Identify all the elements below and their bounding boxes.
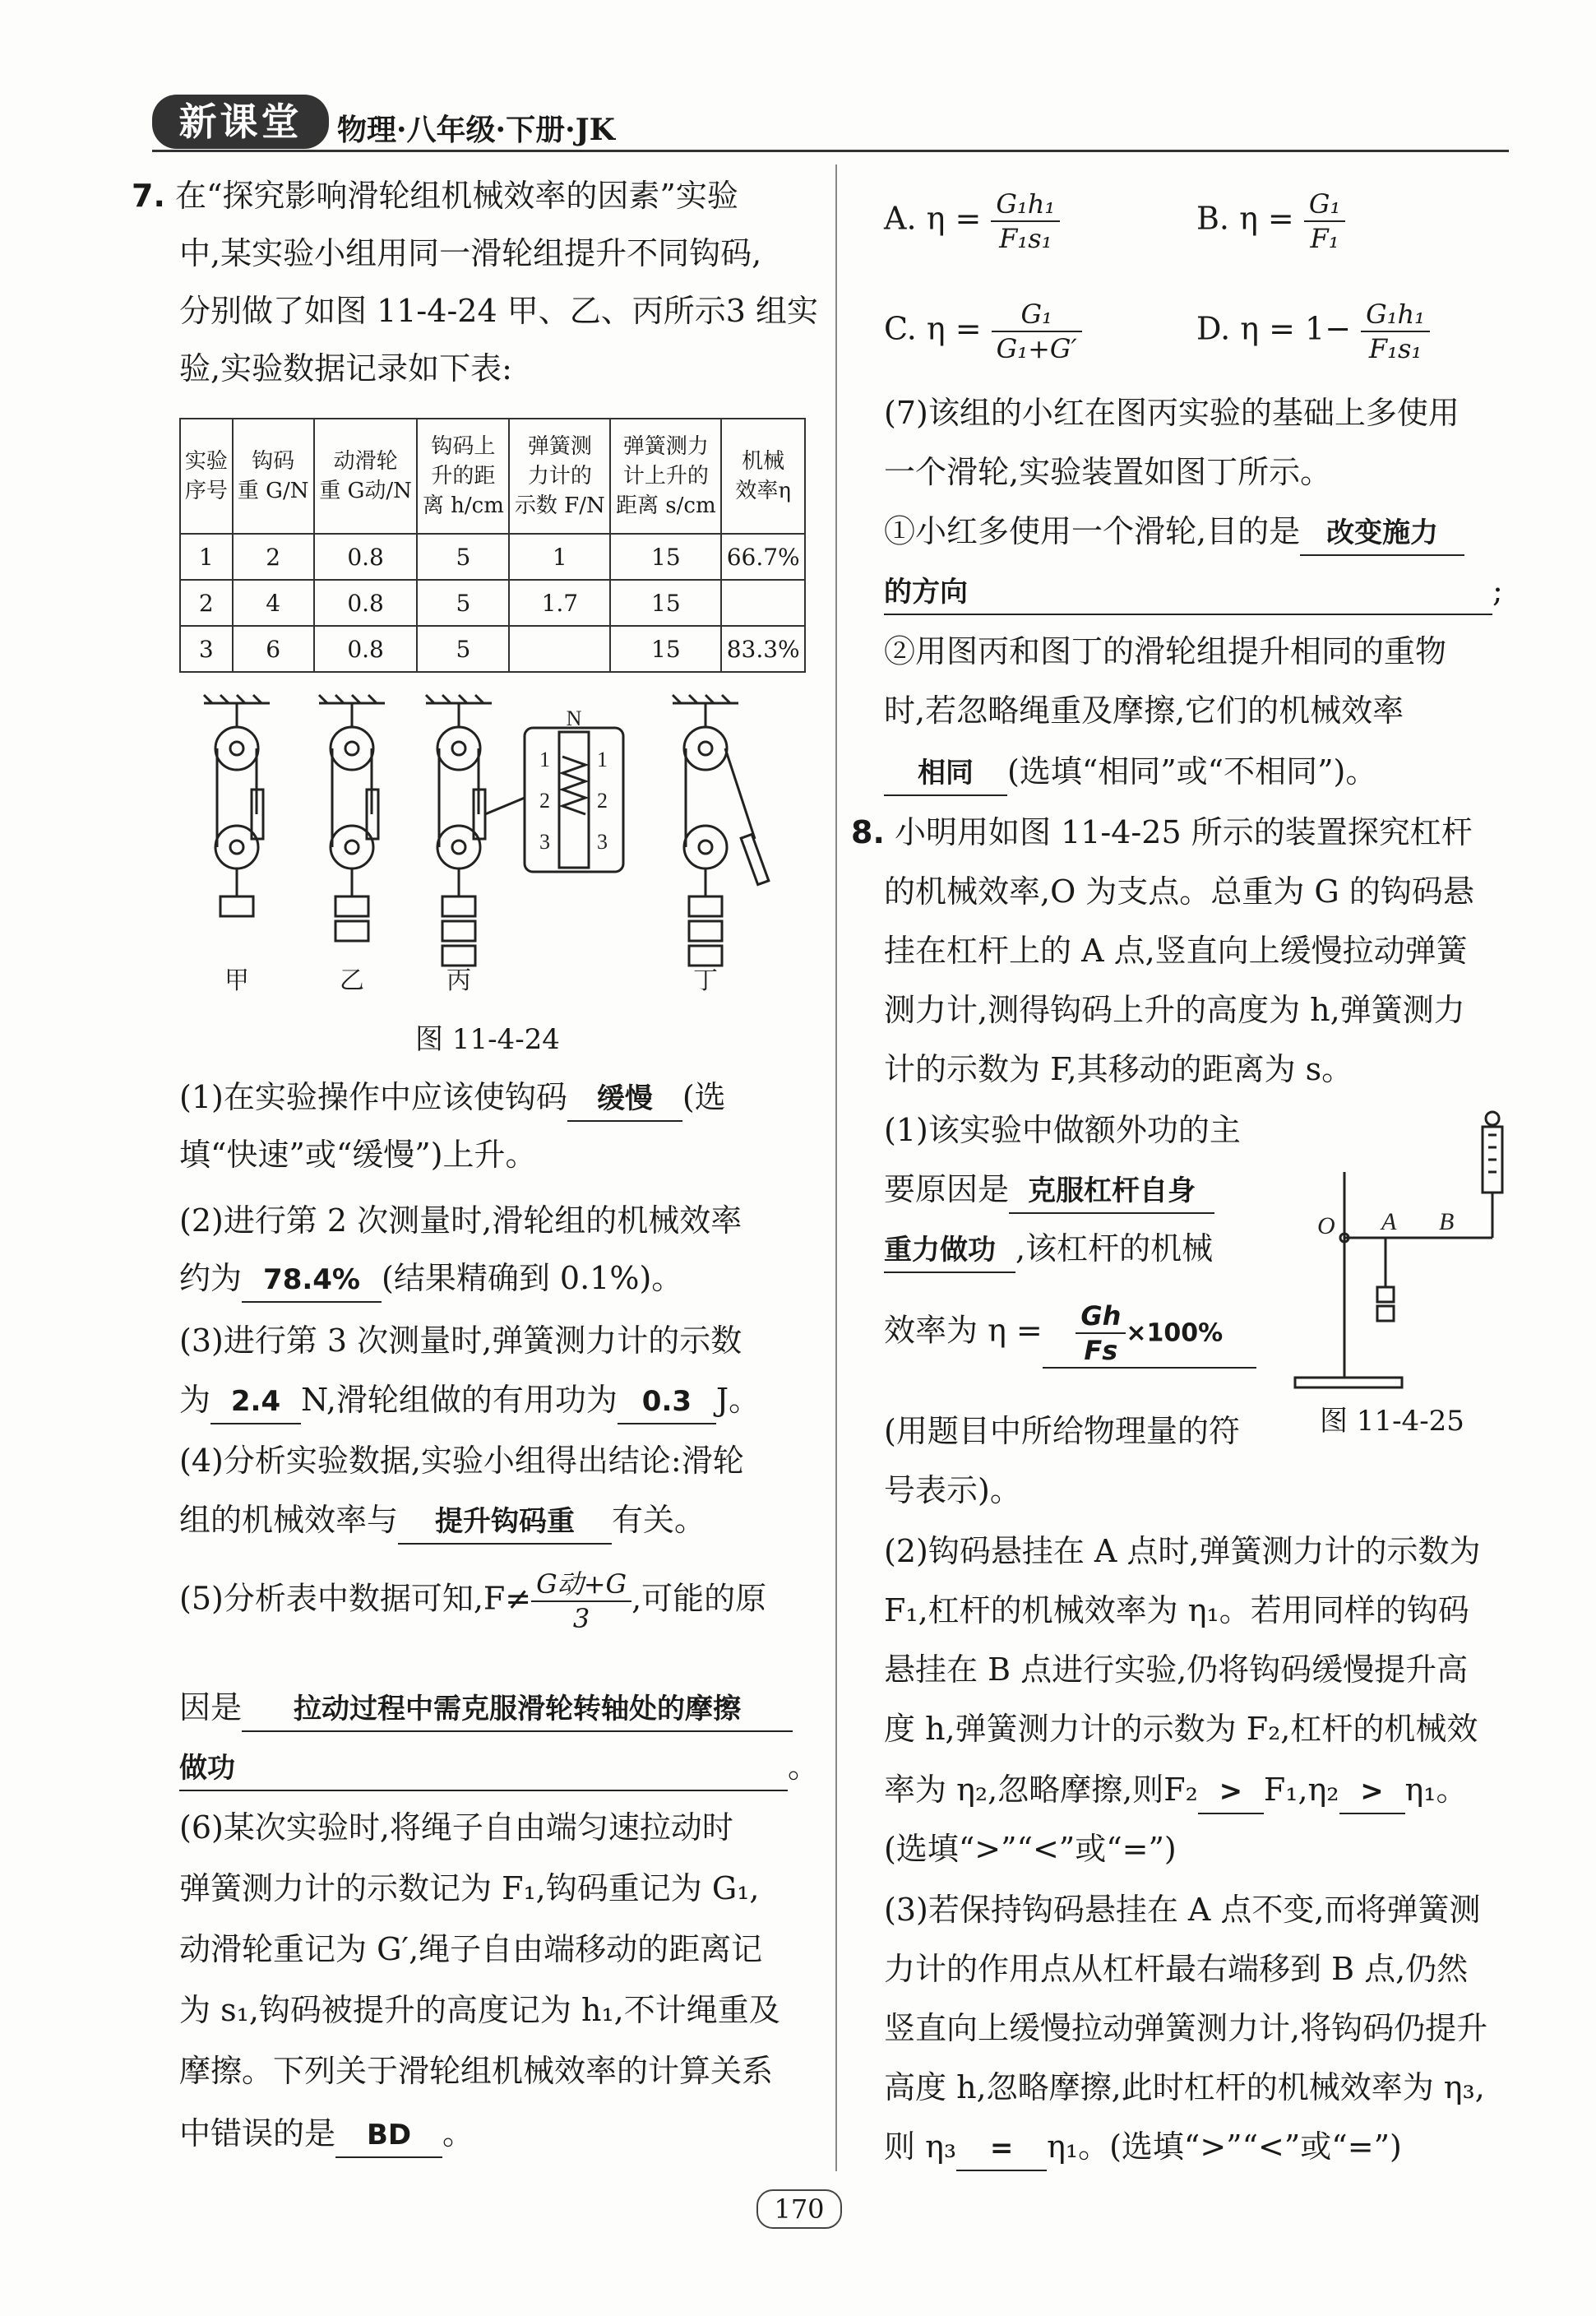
q7-p1: (1)在实验操作中应该使钩码 缓慢 (选 xyxy=(179,1076,726,1122)
pulley-setup-jia xyxy=(204,695,270,916)
header-logo: 新课堂 xyxy=(152,95,329,149)
table-row: 2 4 0.8 5 1.7 15 xyxy=(180,580,805,626)
th-1: 实验 序号 xyxy=(180,419,233,534)
th-4: 钩码上 升的距 离 h/cm xyxy=(417,419,509,534)
option-d: D. η = 1− $\frac{\text{G₁h₁}}{\text{F₁s₁}}$ xyxy=(1196,298,1430,365)
svg-text:3: 3 xyxy=(539,830,550,854)
label-yi: 乙 xyxy=(340,966,364,995)
label-ding: 丁 xyxy=(693,966,718,995)
svg-text:2: 2 xyxy=(539,789,550,813)
option-a: A. η = $\frac{\text{G₁h₁}}{\text{F₁s₁}}$ xyxy=(884,188,1060,255)
q7-data-table xyxy=(179,418,806,673)
header-subtitle: 物理·八年级·下册·JK xyxy=(337,113,615,147)
q7-p2: 约为 78.4% (结果精确到 0.1%)。 xyxy=(179,1257,682,1303)
q8-p2: 率为 η₂,忽略摩擦,则F₂ > F₁,η₂ > η₁。 xyxy=(884,1768,1468,1814)
svg-text:1: 1 xyxy=(539,748,550,771)
page-number: 170 xyxy=(756,2189,842,2229)
q7-p7-1: ①小红多使用一个滑轮,目的是 改变施力 xyxy=(884,510,1464,556)
svg-text:3: 3 xyxy=(597,830,608,854)
svg-text:2: 2 xyxy=(597,789,608,813)
q7-p3: 为 2.4 N,滑轮组做的有用功为 0.3 J。 xyxy=(179,1378,760,1424)
label-b: B xyxy=(1439,1208,1455,1235)
th-6: 弹簧测力 计上升的 距离 s/cm xyxy=(610,419,721,534)
pulley-setup-bing xyxy=(426,695,623,966)
q7-intro-1: 7. 在“探究影响滑轮组机械效率的因素”实验 xyxy=(132,178,738,214)
q7-intro-3: 分别做了如图 11-4-24 甲、乙、丙所示3 组实 xyxy=(179,293,818,329)
lever-figure xyxy=(1283,1102,1529,1415)
q8-intro-1: 8. 小明用如图 11-4-25 所示的装置探究杠杆 xyxy=(851,814,1473,850)
table-row: 3 6 0.8 5 15 83.3% xyxy=(180,626,805,672)
th-3: 动滑轮 重 G动/N xyxy=(314,419,418,534)
option-b: B. η = $\frac{\text{G₁}}{\text{F₁}}$ xyxy=(1196,188,1345,255)
pulley-setup-yi xyxy=(319,695,385,941)
pulley-setup-ding xyxy=(673,695,769,966)
table-row: 1 2 0.8 5 1 15 66.7% xyxy=(180,534,805,580)
scale-unit: N xyxy=(566,706,582,730)
label-jia: 甲 xyxy=(224,966,249,995)
fig-caption-25: 图 11-4-25 xyxy=(1320,1405,1464,1438)
q7-p5: (5)分析表中数据可知,F≠ $\frac{\text{G动+G}}{3}$ ,可能的原 xyxy=(179,1568,767,1634)
q7-p4: 组的机械效率与 提升钩码重 有关。 xyxy=(179,1498,705,1545)
q7-intro-4: 验,实验数据记录如下表: xyxy=(179,350,512,387)
column-divider xyxy=(835,164,837,2171)
option-c: C. η = $\frac{\text{G₁}}{\text{G₁+G′}}$ xyxy=(884,298,1082,365)
th-7: 机械 效率η xyxy=(721,419,805,534)
th-2: 钩码 重 G/N xyxy=(233,419,314,534)
label-o: O xyxy=(1317,1212,1335,1239)
q7-intro-2: 中,某实验小组用同一滑轮组提升不同钩码, xyxy=(179,235,762,271)
label-a: A xyxy=(1381,1208,1397,1235)
svg-text:1: 1 xyxy=(597,748,608,771)
pulley-figure xyxy=(179,691,806,1003)
header-rule xyxy=(152,150,1509,152)
q8-p3: 则 η₃ = η₁。(选填“>”“<”或“=”) xyxy=(884,2125,1402,2171)
q7-p7-2: 相同 (选填“相同”或“不相同”)。 xyxy=(884,750,1376,796)
label-bing: 丙 xyxy=(446,966,471,995)
q7-p6: 中错误的是 BD 。 xyxy=(179,2112,474,2158)
th-5: 弹簧测 力计的 示数 F/N xyxy=(509,419,610,534)
q8-p1: 要原因是 克服杠杆自身 xyxy=(884,1168,1214,1214)
fig-caption-24: 图 11-4-24 xyxy=(415,1023,560,1056)
